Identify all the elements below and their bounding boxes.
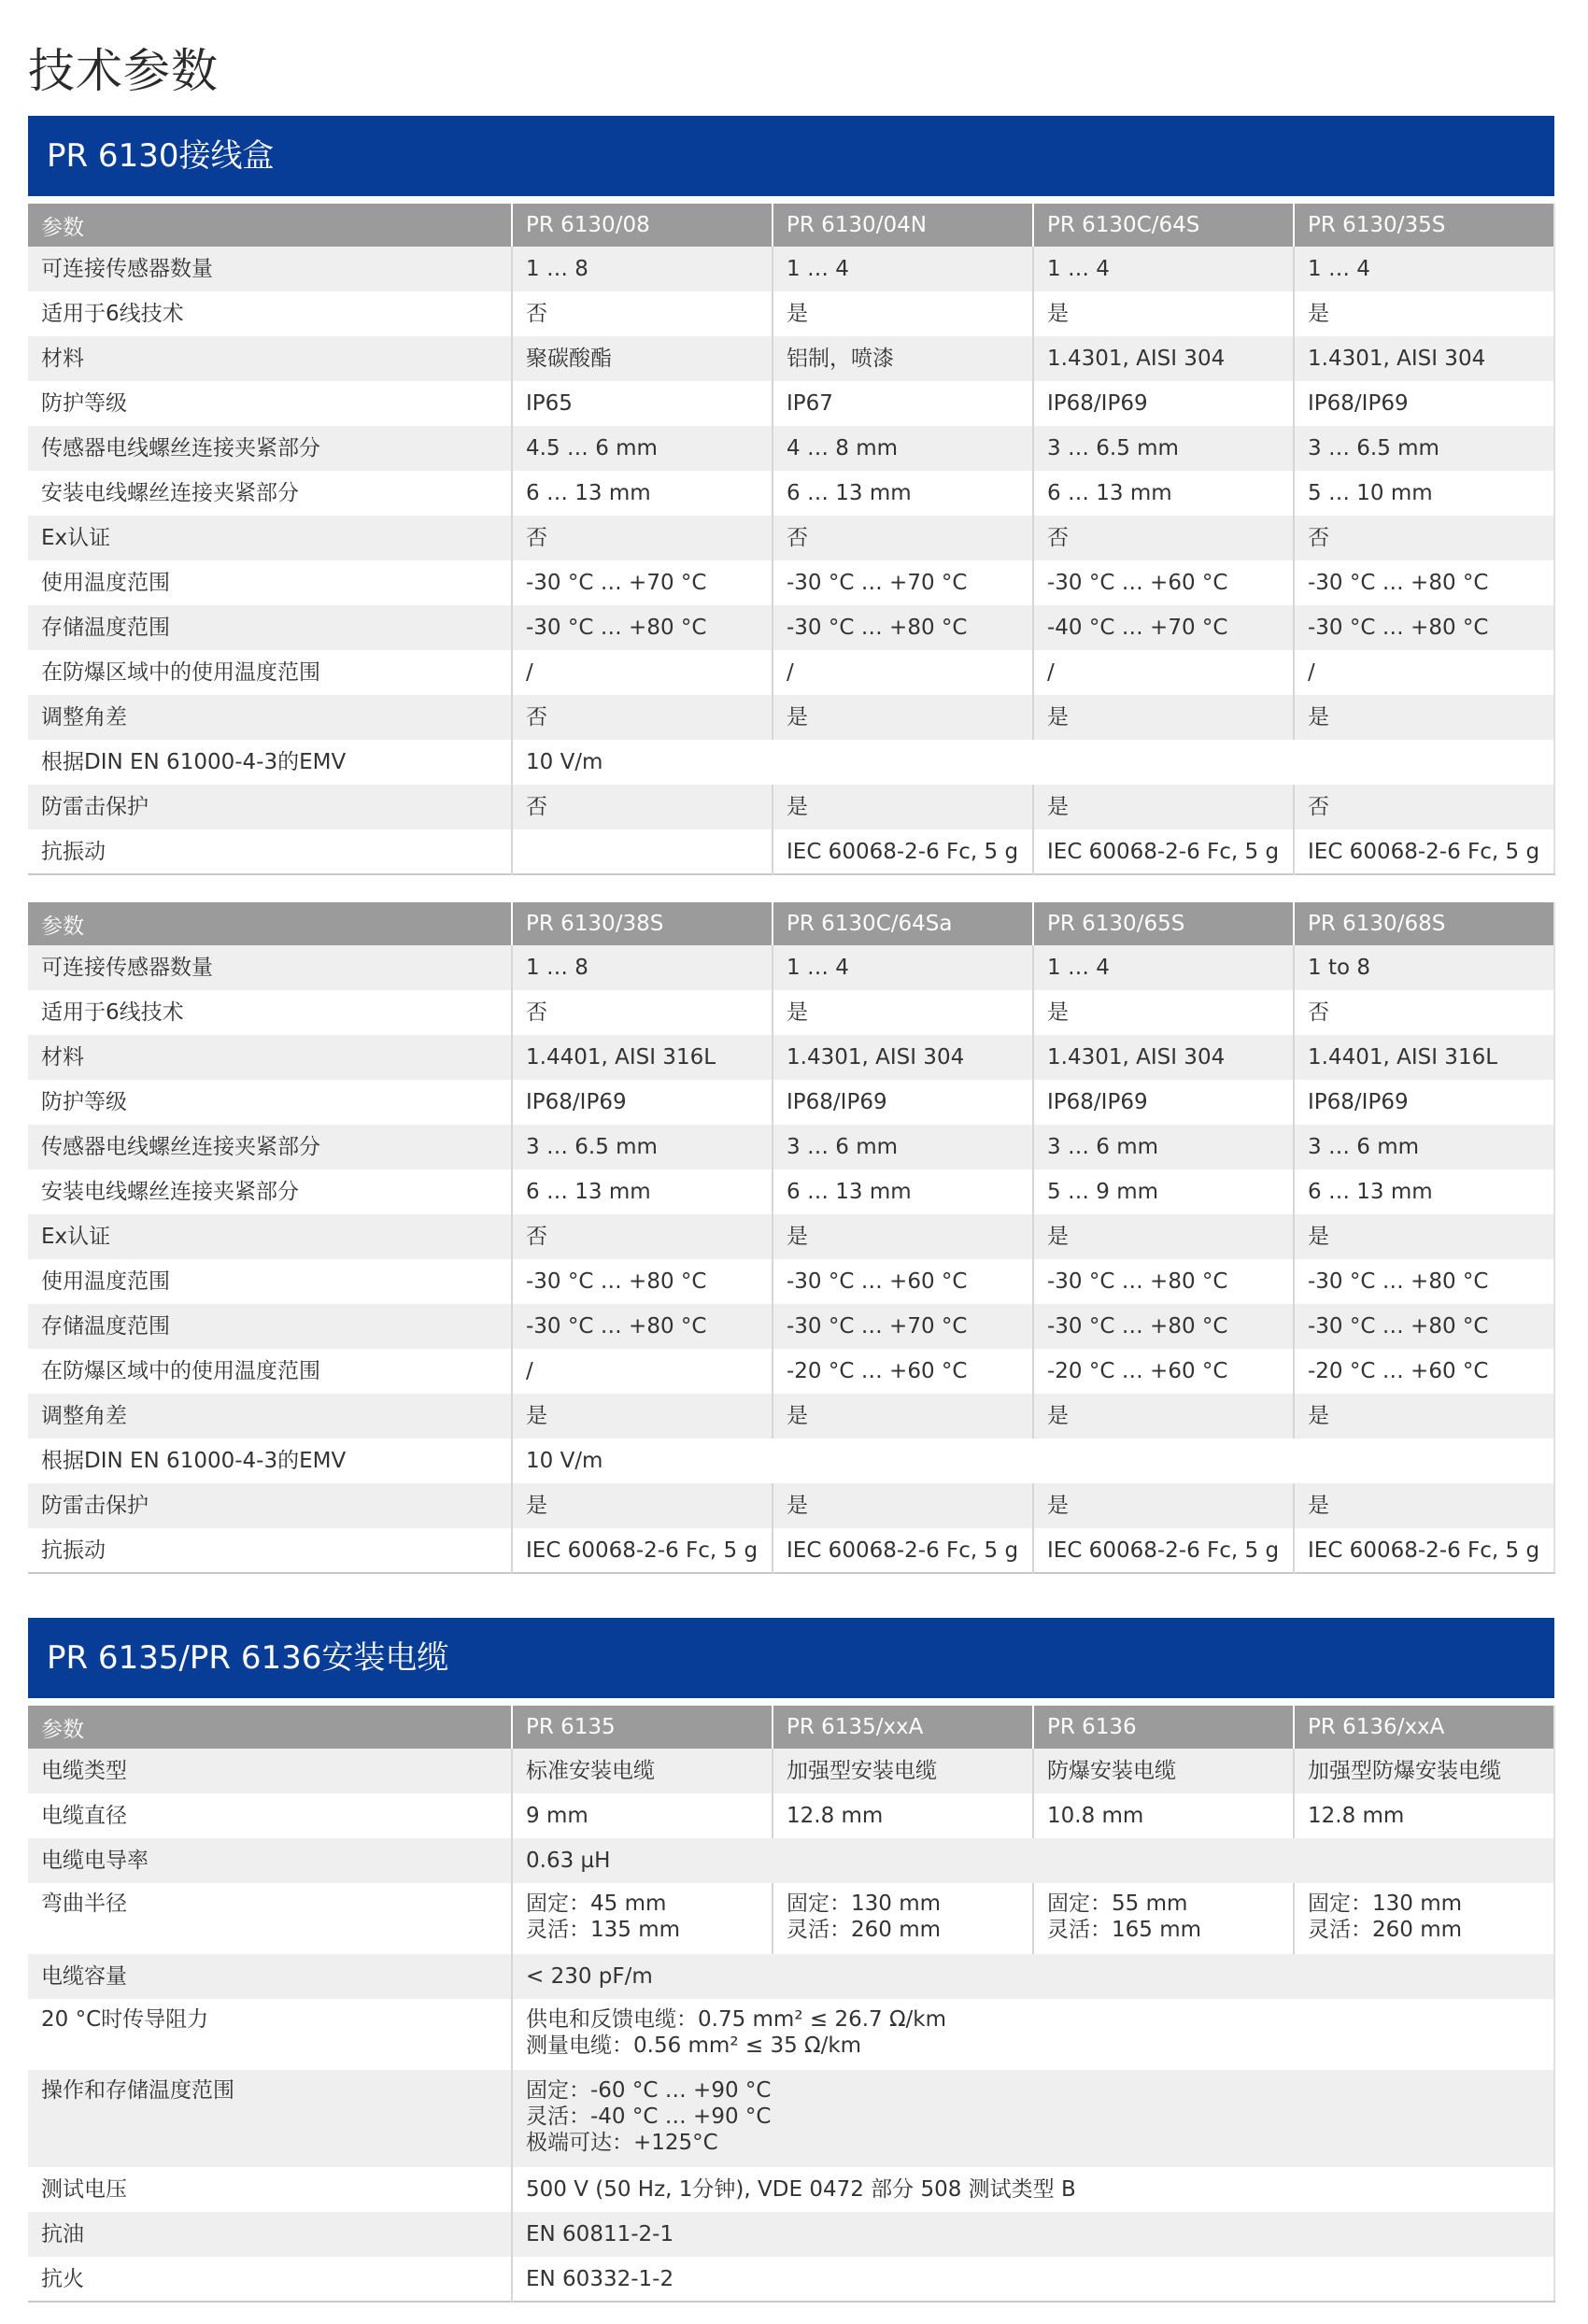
table-row xyxy=(28,560,1554,605)
table-cell: -30 °C … +80 °C xyxy=(512,1259,773,1304)
cell-line: 固定：-60 °C … +90 °C xyxy=(526,2078,772,2103)
table-cell: 6 … 13 mm xyxy=(773,471,1033,516)
table-row xyxy=(28,1349,1554,1394)
row-label: 可连接传感器数量 xyxy=(28,247,512,291)
row-label: 安装电线螺丝连接夹紧部分 xyxy=(28,471,512,516)
table-cell: 12.8 mm xyxy=(1294,1793,1554,1838)
table-cell: 6 … 13 mm xyxy=(512,1169,773,1214)
table-cell: 铝制，喷漆 xyxy=(773,336,1033,381)
row-label: 防护等级 xyxy=(28,1080,512,1125)
cell-line: 固定：130 mm xyxy=(1308,1892,1463,1916)
header-model: PR 6135 xyxy=(512,1706,773,1749)
table-row xyxy=(28,1838,1554,1883)
table-cell: 否 xyxy=(512,291,773,336)
row-label: 20 °C时传导阻力 xyxy=(28,1999,512,2070)
table-cell: IEC 60068-2-6 Fc, 5 g xyxy=(1033,829,1294,874)
table-cell: 6 … 13 mm xyxy=(512,471,773,516)
table-cell: 否 xyxy=(1033,516,1294,560)
table-row xyxy=(28,1259,1554,1304)
table-cell: 否 xyxy=(512,1214,773,1259)
spec-table-junction-box-1 xyxy=(28,204,1555,875)
table-cell: -20 °C … +60 °C xyxy=(1033,1349,1294,1394)
table-cell: IEC 60068-2-6 Fc, 5 g xyxy=(1294,829,1554,874)
table-cell-span: EN 60811-2-1 xyxy=(512,2212,1554,2257)
table-cell: -30 °C … +80 °C xyxy=(1033,1304,1294,1349)
table-cell-span: 500 V (50 Hz, 1分钟), VDE 0472 部分 508 测试类型 B xyxy=(512,2167,1554,2212)
header-model: PR 6130/65S xyxy=(1033,902,1294,945)
table-cell: IP68/IP69 xyxy=(1033,1080,1294,1125)
row-label: 抗振动 xyxy=(28,1528,512,1573)
cell-line: 固定：45 mm xyxy=(526,1892,667,1916)
table-cell-span: 10 V/m xyxy=(512,1438,1554,1483)
row-label: 可连接传感器数量 xyxy=(28,945,512,990)
cell-line: 供电和反馈电缆：0.75 mm² ≤ 26.7 Ω/km xyxy=(526,2007,947,2032)
table-cell: -30 °C … +70 °C xyxy=(773,1304,1033,1349)
table-cell: 是 xyxy=(1033,1483,1294,1528)
section-banner-cable: PR 6135/PR 6136安装电缆 xyxy=(28,1618,1554,1698)
table-row xyxy=(28,1304,1554,1349)
header-model: PR 6130C/64S xyxy=(1033,204,1294,247)
table-row xyxy=(28,1954,1554,1999)
table-cell xyxy=(1294,1883,1554,1954)
table-cell: -30 °C … +60 °C xyxy=(773,1259,1033,1304)
table-row xyxy=(28,516,1554,560)
table-cell: 否 xyxy=(512,516,773,560)
table-cell: 是 xyxy=(1033,1214,1294,1259)
row-label: 抗油 xyxy=(28,2212,512,2257)
table-cell: -30 °C … +80 °C xyxy=(1294,560,1554,605)
table-row xyxy=(28,1883,1554,1954)
row-label: 使用温度范围 xyxy=(28,1259,512,1304)
header-parameter: 参数 xyxy=(28,902,512,945)
cell-line: 固定：55 mm xyxy=(1047,1892,1188,1916)
table-cell: 是 xyxy=(1033,785,1294,829)
row-label: 测试电压 xyxy=(28,2167,512,2212)
table-row xyxy=(28,2257,1554,2302)
table-cell: 是 xyxy=(512,1394,773,1438)
table-row xyxy=(28,471,1554,516)
table-cell: 是 xyxy=(1033,990,1294,1035)
table-cell: -20 °C … +60 °C xyxy=(773,1349,1033,1394)
table-row xyxy=(28,1080,1554,1125)
table-cell: IP68/IP69 xyxy=(773,1080,1033,1125)
table-cell: IP67 xyxy=(773,381,1033,426)
table-cell: 5 … 10 mm xyxy=(1294,471,1554,516)
section-banner-junction-box: PR 6130接线盒 xyxy=(28,116,1554,196)
row-label: 传感器电线螺丝连接夹紧部分 xyxy=(28,1125,512,1169)
table-cell: 是 xyxy=(773,1394,1033,1438)
table-cell: -30 °C … +80 °C xyxy=(1294,1259,1554,1304)
header-model: PR 6136/xxA xyxy=(1294,1706,1554,1749)
table-cell: 否 xyxy=(512,990,773,1035)
header-model: PR 6130/68S xyxy=(1294,902,1554,945)
table-cell: 1 … 4 xyxy=(1294,247,1554,291)
table-cell: IP68/IP69 xyxy=(512,1080,773,1125)
table-cell: -30 °C … +80 °C xyxy=(512,605,773,650)
row-label: 电缆类型 xyxy=(28,1749,512,1793)
table-cell: IEC 60068-2-6 Fc, 5 g xyxy=(1294,1528,1554,1573)
table-cell xyxy=(512,1883,773,1954)
table-cell: IP68/IP69 xyxy=(1294,1080,1554,1125)
row-label: 材料 xyxy=(28,336,512,381)
table-row xyxy=(28,1483,1554,1528)
table-cell: 否 xyxy=(1294,990,1554,1035)
table-cell-span xyxy=(512,1999,1554,2070)
table-cell: -20 °C … +60 °C xyxy=(1294,1349,1554,1394)
table-cell: 10.8 mm xyxy=(1033,1793,1294,1838)
table-cell: 12.8 mm xyxy=(773,1793,1033,1838)
row-label: 在防爆区域中的使用温度范围 xyxy=(28,1349,512,1394)
table-cell: 1 … 4 xyxy=(773,247,1033,291)
row-label: 安装电线螺丝连接夹紧部分 xyxy=(28,1169,512,1214)
cell-line: 极端可达：+125°C xyxy=(526,2131,718,2155)
table-cell: 是 xyxy=(1294,1394,1554,1438)
table-cell: 1.4301, AISI 304 xyxy=(773,1035,1033,1080)
row-label: 抗振动 xyxy=(28,829,512,874)
table-cell: 是 xyxy=(773,291,1033,336)
table-cell: 标准安装电缆 xyxy=(512,1749,773,1793)
table-cell: 1.4301, AISI 304 xyxy=(1033,1035,1294,1080)
spec-table-cable xyxy=(28,1706,1555,2303)
row-label: 电缆电导率 xyxy=(28,1838,512,1883)
row-label: 电缆直径 xyxy=(28,1793,512,1838)
table-cell: 4.5 … 6 mm xyxy=(512,426,773,471)
table-cell: 聚碳酸酯 xyxy=(512,336,773,381)
table-cell xyxy=(512,829,773,874)
cell-line: 灵活：165 mm xyxy=(1047,1918,1202,1942)
table-cell: 是 xyxy=(1294,1214,1554,1259)
table-cell: 3 … 6 mm xyxy=(1294,1125,1554,1169)
table-row xyxy=(28,381,1554,426)
table-header-row xyxy=(28,1706,1554,1749)
table-row xyxy=(28,829,1554,874)
table-cell: -30 °C … +80 °C xyxy=(1294,605,1554,650)
row-label: 防雷击保护 xyxy=(28,1483,512,1528)
table-row xyxy=(28,426,1554,471)
table-cell: 6 … 13 mm xyxy=(1294,1169,1554,1214)
table-row xyxy=(28,650,1554,695)
table-cell: 是 xyxy=(1294,291,1554,336)
cell-line: 灵活：260 mm xyxy=(787,1918,942,1942)
header-parameter: 参数 xyxy=(28,1706,512,1749)
table-row xyxy=(28,2212,1554,2257)
table-cell: -30 °C … +60 °C xyxy=(1033,560,1294,605)
table-cell: -40 °C … +70 °C xyxy=(1033,605,1294,650)
cell-line: 测量电缆：0.56 mm² ≤ 35 Ω/km xyxy=(526,2034,862,2058)
header-model: PR 6130/38S xyxy=(512,902,773,945)
table-cell: / xyxy=(773,650,1033,695)
header-model: PR 6130/08 xyxy=(512,204,773,247)
table-row xyxy=(28,1438,1554,1483)
row-label: 弯曲半径 xyxy=(28,1883,512,1954)
header-model: PR 6136 xyxy=(1033,1706,1294,1749)
table-cell: 是 xyxy=(773,1483,1033,1528)
header-model: PR 6130C/64Sa xyxy=(773,902,1033,945)
row-label: 根据DIN EN 61000-4-3的EMV xyxy=(28,740,512,785)
table-header-row xyxy=(28,204,1554,247)
table-row xyxy=(28,1749,1554,1793)
table-cell: IP68/IP69 xyxy=(1033,381,1294,426)
table-cell: 3 … 6.5 mm xyxy=(1294,426,1554,471)
table-row xyxy=(28,336,1554,381)
table-cell xyxy=(1033,1883,1294,1954)
table-cell: -30 °C … +80 °C xyxy=(512,1304,773,1349)
table-cell: 1 … 8 xyxy=(512,945,773,990)
row-label: 材料 xyxy=(28,1035,512,1080)
row-label: 使用温度范围 xyxy=(28,560,512,605)
table-row xyxy=(28,1793,1554,1838)
table-cell: IEC 60068-2-6 Fc, 5 g xyxy=(1033,1528,1294,1573)
table-cell: 加强型安装电缆 xyxy=(773,1749,1033,1793)
row-label: 传感器电线螺丝连接夹紧部分 xyxy=(28,426,512,471)
row-label: 防护等级 xyxy=(28,381,512,426)
cell-line: 灵活：135 mm xyxy=(526,1918,681,1942)
table-cell-span: 10 V/m xyxy=(512,740,1554,785)
table-cell: 5 … 9 mm xyxy=(1033,1169,1294,1214)
table-cell: / xyxy=(1294,650,1554,695)
table-cell: IEC 60068-2-6 Fc, 5 g xyxy=(512,1528,773,1573)
row-label: Ex认证 xyxy=(28,1214,512,1259)
table-cell: 否 xyxy=(773,516,1033,560)
table-cell: -30 °C … +80 °C xyxy=(1033,1259,1294,1304)
table-row xyxy=(28,1394,1554,1438)
table-cell: / xyxy=(512,1349,773,1394)
table-cell-span: < 230 pF/m xyxy=(512,1954,1554,1999)
row-label: 调整角差 xyxy=(28,695,512,740)
table-row xyxy=(28,1999,1554,2070)
table-cell: 1 … 8 xyxy=(512,247,773,291)
table-cell: 否 xyxy=(512,785,773,829)
table-cell: 6 … 13 mm xyxy=(1033,471,1294,516)
table-cell: -30 °C … +70 °C xyxy=(512,560,773,605)
table-cell: 是 xyxy=(773,1214,1033,1259)
table-cell: 否 xyxy=(1294,785,1554,829)
row-label: 适用于6线技术 xyxy=(28,990,512,1035)
table-cell: 6 … 13 mm xyxy=(773,1169,1033,1214)
table-cell-span: EN 60332-1-2 xyxy=(512,2257,1554,2302)
row-label: 防雷击保护 xyxy=(28,785,512,829)
table-row xyxy=(28,1035,1554,1080)
table-cell-span: 0.63 µH xyxy=(512,1838,1554,1883)
table-cell xyxy=(773,1883,1033,1954)
table-row xyxy=(28,945,1554,990)
table-row xyxy=(28,785,1554,829)
table-cell: 是 xyxy=(773,990,1033,1035)
table-cell: -30 °C … +70 °C xyxy=(773,560,1033,605)
row-label: 电缆容量 xyxy=(28,1954,512,1999)
table-cell: 是 xyxy=(512,1483,773,1528)
header-model: PR 6130/35S xyxy=(1294,204,1554,247)
table-cell: 1 … 4 xyxy=(773,945,1033,990)
table-cell: 9 mm xyxy=(512,1793,773,1838)
table-cell: 1 … 4 xyxy=(1033,247,1294,291)
table-cell: 是 xyxy=(773,785,1033,829)
table-cell: 防爆安装电缆 xyxy=(1033,1749,1294,1793)
table-cell: 4 … 8 mm xyxy=(773,426,1033,471)
table-cell: 3 … 6.5 mm xyxy=(512,1125,773,1169)
table-cell: 否 xyxy=(1294,516,1554,560)
table-cell: 是 xyxy=(1294,1483,1554,1528)
cell-line: 固定：130 mm xyxy=(787,1892,942,1916)
table-row xyxy=(28,2167,1554,2212)
table-row xyxy=(28,2070,1554,2167)
table-cell: 加强型防爆安装电缆 xyxy=(1294,1749,1554,1793)
table-cell: IEC 60068-2-6 Fc, 5 g xyxy=(773,829,1033,874)
table-cell: 1.4401, AISI 316L xyxy=(1294,1035,1554,1080)
table-row xyxy=(28,247,1554,291)
header-model: PR 6130/04N xyxy=(773,204,1033,247)
table-cell: IP65 xyxy=(512,381,773,426)
table-cell: 是 xyxy=(1033,291,1294,336)
row-label: 调整角差 xyxy=(28,1394,512,1438)
table-cell: 3 … 6 mm xyxy=(1033,1125,1294,1169)
table-row xyxy=(28,1125,1554,1169)
table-row xyxy=(28,740,1554,785)
table-header-row xyxy=(28,902,1554,945)
table-row xyxy=(28,990,1554,1035)
table-cell: 是 xyxy=(1033,1394,1294,1438)
header-model: PR 6135/xxA xyxy=(773,1706,1033,1749)
table-cell: 1 … 4 xyxy=(1033,945,1294,990)
table-cell: 是 xyxy=(1294,695,1554,740)
row-label: 操作和存储温度范围 xyxy=(28,2070,512,2167)
table-cell: 3 … 6 mm xyxy=(773,1125,1033,1169)
table-cell: -30 °C … +80 °C xyxy=(1294,1304,1554,1349)
table-cell: 1.4401, AISI 316L xyxy=(512,1035,773,1080)
table-cell: IEC 60068-2-6 Fc, 5 g xyxy=(773,1528,1033,1573)
row-label: 抗火 xyxy=(28,2257,512,2302)
table-row xyxy=(28,291,1554,336)
table-cell: / xyxy=(512,650,773,695)
table-row xyxy=(28,605,1554,650)
table-row xyxy=(28,1214,1554,1259)
table-row xyxy=(28,1169,1554,1214)
header-parameter: 参数 xyxy=(28,204,512,247)
row-label: 存储温度范围 xyxy=(28,605,512,650)
table-cell-span xyxy=(512,2070,1554,2167)
table-cell: 是 xyxy=(1033,695,1294,740)
table-cell: / xyxy=(1033,650,1294,695)
table-cell: IP68/IP69 xyxy=(1294,381,1554,426)
table-row xyxy=(28,1528,1554,1573)
row-label: Ex认证 xyxy=(28,516,512,560)
table-cell: 否 xyxy=(512,695,773,740)
table-cell: 1 to 8 xyxy=(1294,945,1554,990)
row-label: 在防爆区域中的使用温度范围 xyxy=(28,650,512,695)
spec-table-junction-box-2 xyxy=(28,902,1555,1574)
cell-line: 灵活：-40 °C … +90 °C xyxy=(526,2104,772,2129)
row-label: 存储温度范围 xyxy=(28,1304,512,1349)
table-cell: 1.4301, AISI 304 xyxy=(1294,336,1554,381)
row-label: 适用于6线技术 xyxy=(28,291,512,336)
page-title: 技术参数 xyxy=(28,44,219,98)
table-cell: 是 xyxy=(773,695,1033,740)
table-cell: -30 °C … +80 °C xyxy=(773,605,1033,650)
cell-line: 灵活：260 mm xyxy=(1308,1918,1463,1942)
row-label: 根据DIN EN 61000-4-3的EMV xyxy=(28,1438,512,1483)
table-cell: 1.4301, AISI 304 xyxy=(1033,336,1294,381)
table-row xyxy=(28,695,1554,740)
table-cell: 3 … 6.5 mm xyxy=(1033,426,1294,471)
